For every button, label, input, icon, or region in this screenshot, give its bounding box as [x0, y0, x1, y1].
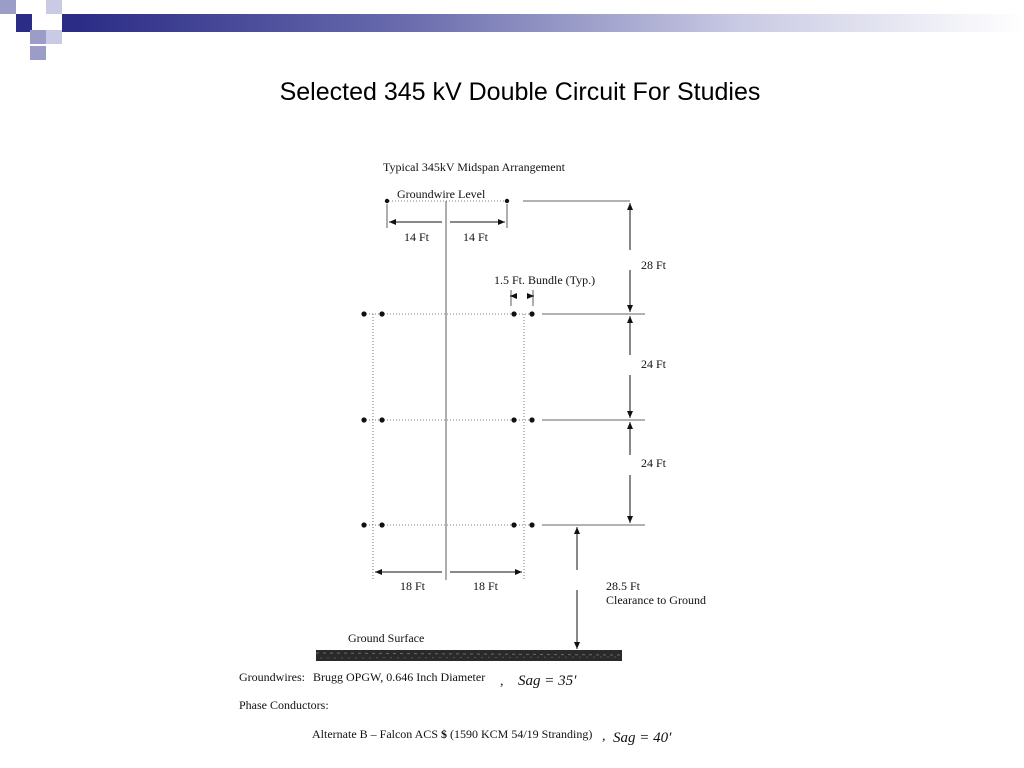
phase-sag: Sag = 40′	[613, 730, 672, 746]
phase-conductors-label: Phase Conductors:	[239, 698, 329, 712]
conductor	[529, 417, 534, 422]
phase-value-mark: $	[441, 727, 447, 741]
clearance-label: Clearance to Ground	[606, 593, 706, 607]
phase-spacing-right: 18 Ft	[473, 579, 499, 593]
groundwire-right	[505, 199, 509, 203]
gw-spacing-left: 14 Ft	[404, 230, 430, 244]
gw-spacing-right: 14 Ft	[463, 230, 489, 244]
conductor	[379, 417, 384, 422]
vertical-dim-2: 24 Ft	[641, 357, 667, 371]
conductor	[379, 311, 384, 316]
conductor	[511, 417, 516, 422]
ground-surface-label: Ground Surface	[348, 631, 425, 645]
groundwires-value: Brugg OPGW, 0.646 Inch Diameter	[313, 670, 486, 684]
phase-value-prefix: Alternate B – Falcon ACS	[312, 727, 438, 741]
vertical-dim-1: 28 Ft	[641, 258, 667, 272]
diagram-heading: Typical 345kV Midspan Arrangement	[383, 160, 565, 174]
phase-conductors-value	[312, 727, 592, 741]
groundwire-left	[385, 199, 389, 203]
phase-spacing-left: 18 Ft	[400, 579, 426, 593]
slide-title: Selected 345 kV Double Circuit For Studies	[279, 78, 761, 106]
vertical-dim-3: 24 Ft	[641, 456, 667, 470]
phase-value-suffix: (1590 KCM 54/19 Stranding)	[450, 727, 593, 741]
phase-comma: ,	[602, 729, 606, 744]
conductor	[511, 522, 516, 527]
conductor	[529, 522, 534, 527]
conductor-bundles	[361, 311, 534, 527]
groundwires-comma: ,	[500, 674, 504, 689]
conductor	[361, 522, 366, 527]
conductor	[361, 417, 366, 422]
ground-surface-bar	[316, 650, 622, 661]
conductor	[379, 522, 384, 527]
conductor	[361, 311, 366, 316]
conductor	[511, 311, 516, 316]
conductor	[529, 311, 534, 316]
clearance-value: 28.5 Ft	[606, 579, 641, 593]
bundle-note: 1.5 Ft. Bundle (Typ.)	[494, 273, 596, 287]
groundwires-label: Groundwires:	[239, 670, 305, 684]
groundwires-sag: Sag = 35′	[518, 673, 577, 689]
groundwire-level-label: Groundwire Level	[397, 187, 486, 201]
